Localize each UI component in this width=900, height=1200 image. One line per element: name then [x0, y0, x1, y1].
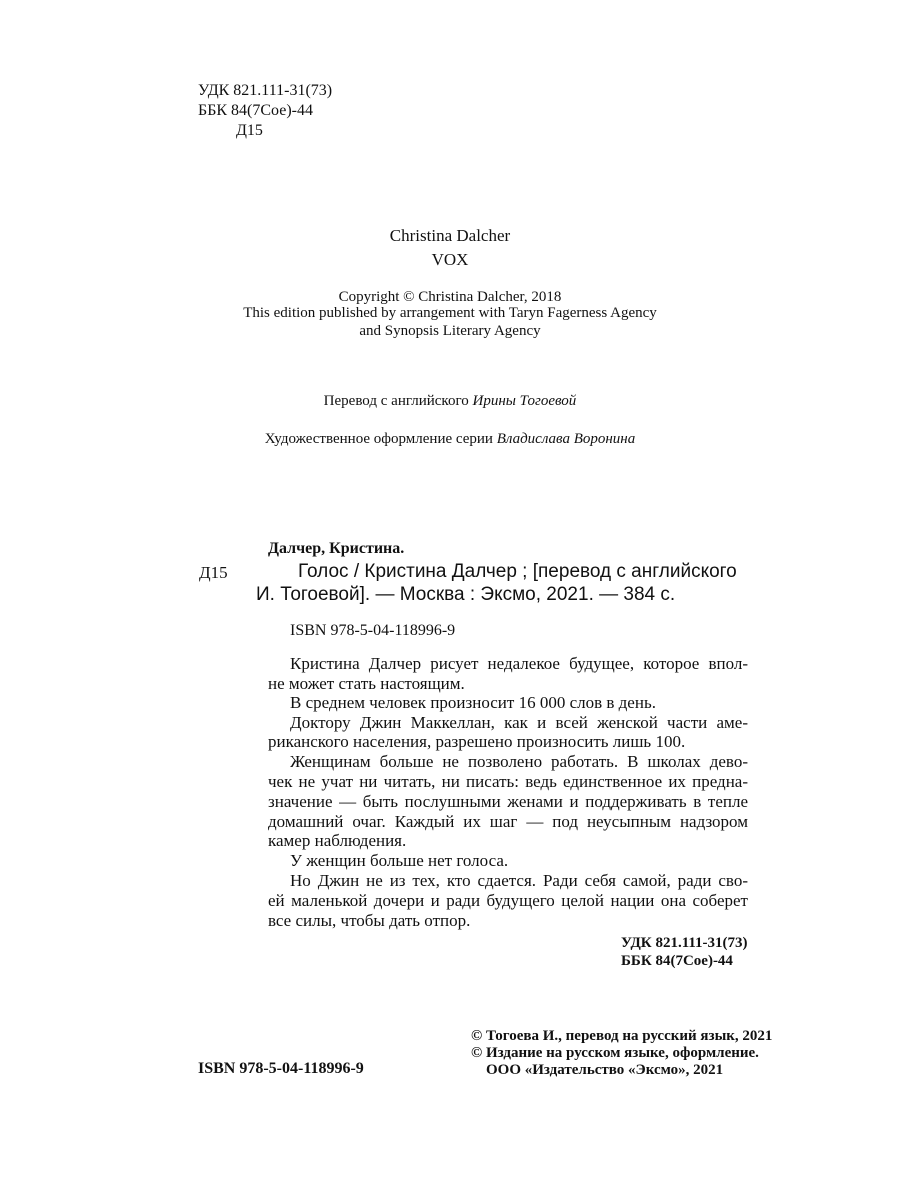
annotation-line: ей маленькой дочери и ради будущего целой нации она соберет: [268, 891, 748, 910]
annotation-line: значение — быть послушными женами и поддерживать в тепле: [268, 792, 748, 811]
original-copyright: Copyright © Christina Dalcher, 2018: [338, 289, 562, 305]
classification-udk: УДК 821.111-31(73): [621, 935, 748, 951]
original-author: Christina Dalcher: [389, 226, 511, 245]
annotation-line: У женщин больше нет голоса.: [290, 851, 509, 870]
original-edition-line-2: and Synopsis Literary Agency: [359, 323, 541, 339]
annotation-line: В среднем человек произносит 16 000 слов в день.: [290, 693, 656, 712]
translation-label: Перевод с английского: [323, 393, 469, 409]
translator-name: Ирины Тогоевой: [472, 393, 577, 409]
footer-copyright-edition: © Издание на русском языке, оформление.: [471, 1045, 759, 1061]
record-isbn: ISBN 978-5-04-118996-9: [290, 622, 456, 639]
annotation-line: Женщинам больше не позволено работать. В школах дево-: [290, 752, 748, 771]
annotation-line: чек не учат ни читать, ни писать: ведь единственное их предна-: [268, 772, 748, 791]
annotation-line: все силы, чтобы дать отпор.: [268, 911, 471, 930]
footer-copyright-publisher: ООО «Издательство «Эксмо», 2021: [486, 1062, 724, 1078]
header-bbk: ББК 84(7Сое)-44: [198, 102, 313, 119]
original-title: VOX: [431, 250, 469, 269]
design-label: Художественное оформление серии: [264, 431, 493, 447]
header-udk: УДК 821.111-31(73): [198, 82, 333, 99]
designer-name: Владислава Воронина: [496, 431, 636, 447]
record-title-line-2: И. Тогоевой]. — Москва : Эксмо, 2021. — 384 с.: [256, 584, 676, 605]
record-title-line-1: Голос / Кристина Далчер ; [перевод с английского: [298, 561, 737, 582]
design-credit: [0, 431, 900, 448]
annotation-line: Но Джин не из тех, кто сдается. Ради себя самой, ради сво-: [290, 871, 748, 890]
classification-bbk: ББК 84(7Сое)-44: [621, 953, 733, 969]
annotation-line: камер наблюдения.: [268, 831, 407, 850]
annotation-line: не может стать настоящим.: [268, 674, 465, 693]
record-code: Д15: [199, 563, 228, 582]
record-author-heading: Далчер, Кристина.: [268, 540, 405, 557]
translation-credit: [0, 393, 900, 410]
annotation-line: риканского населения, разрешено произносить лишь 100.: [268, 732, 686, 751]
annotation-line: Доктору Джин Маккеллан, как и всей женской части аме-: [290, 713, 748, 732]
footer-copyright-translation: © Тогоева И., перевод на русский язык, 2021: [471, 1028, 773, 1044]
footer-isbn: ISBN 978-5-04-118996-9: [198, 1060, 364, 1077]
original-edition-line-1: This edition published by arrangement with Taryn Fagerness Agency: [243, 305, 657, 321]
annotation-line: Кристина Далчер рисует недалекое будущее, которое впол-: [290, 654, 748, 673]
header-code: Д15: [236, 122, 263, 139]
annotation-line: домашний очаг. Каждый их шаг — под неусыпным надзором: [268, 812, 748, 831]
